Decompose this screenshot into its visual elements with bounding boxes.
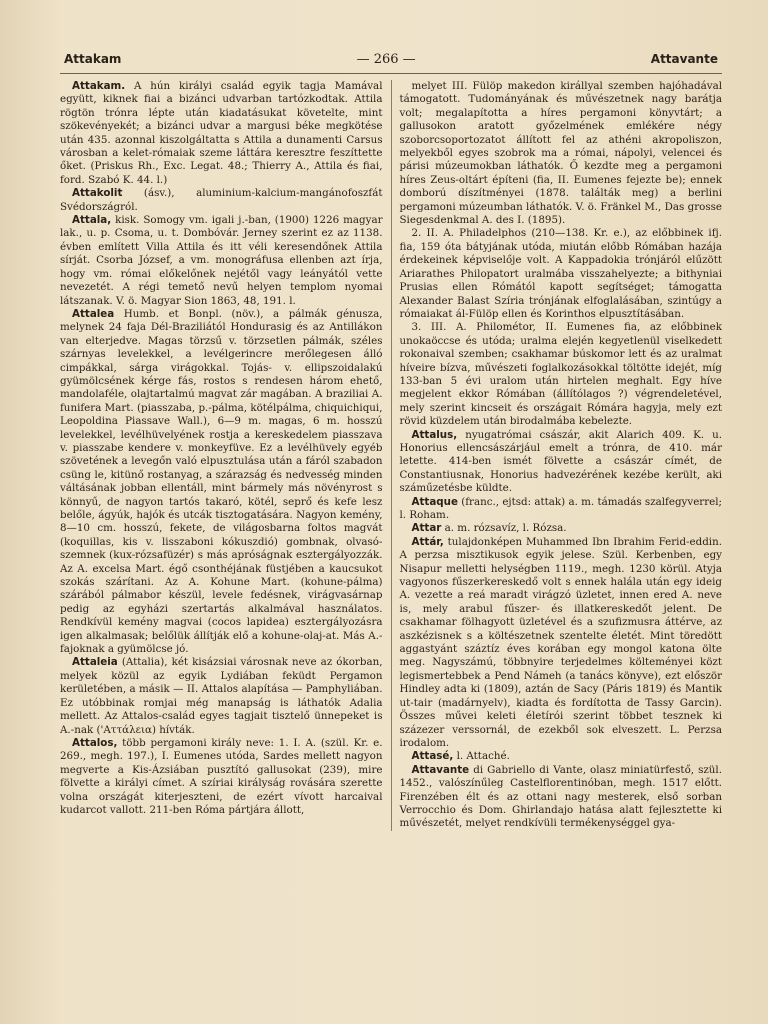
- text-columns: [60, 80, 722, 831]
- dictionary-entry: [400, 80, 723, 227]
- dictionary-entry: [60, 80, 383, 187]
- entry-headword: Attalus,: [411, 428, 458, 441]
- entry-headword: Attakam.: [72, 80, 126, 92]
- entry-text: melyet III. Fülöp makedon királlyal szemben hajóhadával támogatott. Tudományának és művészetnek nagy barátja volt; megalapította a híres pergamoni könyvtárt; a gallusokon aratott győzelmének emlékére négy szoborcsoportozatot állított fel az athéni akropoliszon, melyekből egyes szobrok ma a római, nápolyi, velencei és párisi múzeumokban láthatók. Ő kezdte meg a pergamoni híres Zeus-oltárt építeni (fia, II. Eumenes fejezte be); ennek domború díszítményei (1878. találták meg) a berlini pergamoni múzeumban láthatók. V. ö. Fränkel M., Das grosse Siegesdenkmal A. des I. (1895).: [399, 80, 722, 227]
- entry-headword: Attalea: [72, 307, 115, 320]
- dictionary-entry: [400, 321, 723, 428]
- entry-text: több pergamoni király neve: 1. I. A. (szül. Kr. e. 269., megh. 197.), I. Eumenes utóda, Sardes mellett nagyon megverte a Kis-Ázsiában pusztító gallusokat (239), mire fölvette a királyi címet. A szíriai királyság rovására szerette volna országát kiterjeszteni, de ezért vívott harcaival kudarcot vallott. 211-ben Róma pártjára állott,: [60, 736, 383, 816]
- dictionary-entry: [60, 187, 383, 214]
- entry-text: di Gabriello di Vante, olasz miniatürfestő, szül. 1452., valószínűleg Castelflorentinóban, megh. 1517 előtt. Firenzében élt és az ottani nagy mesterek, első sorban Verrocchio és Dom. Ghirlandajo hatása alatt fejlesztette ki művészetét, melyet rendkívüli termékenységgel gya-: [399, 763, 722, 830]
- entry-headword: Attalos,: [72, 736, 118, 749]
- dictionary-entry: [400, 522, 723, 535]
- header-right-guideword: Attavante: [650, 52, 718, 66]
- dictionary-entry: [400, 536, 723, 751]
- page-number: — 266 —: [356, 52, 416, 67]
- dictionary-entry: [60, 737, 383, 817]
- entry-text: kisk. Somogy vm. igali j.-ban, (1900) 1226 magyar lak., u. p. Csoma, u. t. Dombóvár. Jerney szerint ez az 1138. évben említett Villa Attila és itt véli keresendőnek Attila sírját. Csorba József, a vm. monográfusa ellenben azt írja, hogy vm. római előkelőnek nejétől vagy leányától vette nevezetét. A régi temető nevű helyen templom nyomai látszanak. V. ö. Magyar Sion 1863, 48, 191. l.: [60, 214, 383, 307]
- entry-text: (ásv.), aluminium-kalcium-mangánofoszfát Svédországról.: [60, 187, 383, 213]
- entry-text: l. Attaché.: [453, 750, 510, 763]
- left-column: [60, 80, 383, 831]
- entry-text: nyugatrómai császár, akit Alarich 409. K. u. Honorius ellencsászárjául emelt a trónra, de 410. már letette. 414-ben ismét fölvette a császár címét, de Constantiusnak, Honorius hadvezérének kezébe került, aki száműzetésbe küldte.: [399, 428, 722, 495]
- dictionary-entry: [400, 764, 723, 831]
- entry-text: 2. II. A. Philadelphos (210—138. Kr. e.), az előbbinek ifj. fia, 159 óta bátyjának utóda, miután előbb Rómában hazája érdekeinek képviselője volt. A Kappadokia trónjáról elűzött Ariarathes Philopatort uralmába visszahelyezte; a bithyniai Prusias ellen Rómától kapott segítséget; támogatta Alexander Balast Szíria trónjának elfoglalásában, szintúgy a rómaiakat ál-Fülöp ellen és Korinthos elpusztításában.: [399, 227, 722, 320]
- dictionary-entry: [400, 429, 723, 496]
- entry-text: (franc., ejtsd: attak) a. m. támadás szalfegyverrel; l. Roham.: [399, 495, 722, 521]
- dictionary-entry: [60, 214, 383, 308]
- entry-text: 3. III. A. Philométor, II. Eumenes fia, az előbbinek unokaöccse és utóda; uralma elején kegyetlenül viselkedett rokonaival szemben; csakhamar búskomor lett és az uralmat híveire bízva, művészeti foglalkozásokkal töltötte idejét, míg 133-ban 5 évi uralom után hirtelen meghalt. Egy híve megjelent ekkor Rómában (állítólagos ?) végrendeletével, mely szerint kincseit és országait Rómára hagyja, mely ezt rövid küzdelem után birodalmába kebelezte.: [399, 321, 722, 428]
- entry-headword: Attar: [411, 522, 442, 535]
- entry-headword: Attaleia: [72, 656, 118, 669]
- entry-text: (Attalia), két kisázsiai városnak neve az ókorban, melyek közül az egyik Lydiában feküdt Pergamon kerületében, a másik — II. Attalos alapítása — Pamphyliában. Ez utóbbinak romjai még manapság is láthatók Adalia mellett. Az Attalos-család egyes tagjait tisztelő ünnepeket is A.-nak ('Aττάλεια) hívták.: [60, 656, 383, 736]
- entry-text: A hún királyi család egyik tagja Mamával együtt, kiknek fiai a bizánci udvarban tartózkodtak. Attila rögtön trónra lépte után kiadatásukat követelte, mint szökevényekét; a bizánci udvar a margusi béke megkötése után 435. azonnal kiszolgáltatta s Attila a dunamenti Carsus városban a kelet-rómaiak szeme láttára keresztre feszíttette őket. (Priskus Rh., Exc. Legat. 48.; Thierry A., Attila és fiai, ford. Szabó K. 44. l.): [60, 80, 383, 186]
- dictionary-entry: [400, 227, 723, 321]
- entry-headword: Attavante: [411, 763, 470, 776]
- entry-headword: Attasé,: [411, 750, 454, 763]
- running-header: [60, 52, 722, 74]
- dictionary-entry: [60, 308, 383, 657]
- dictionary-entry: [60, 656, 383, 736]
- header-left-guideword: Attakam: [64, 52, 122, 66]
- entry-headword: Attakolit: [72, 187, 123, 200]
- entry-headword: Attár,: [411, 535, 444, 548]
- dictionary-entry: [400, 750, 723, 763]
- dictionary-entry: [400, 496, 723, 523]
- entry-headword: Attala,: [72, 214, 112, 227]
- entry-text: tulajdonképen Muhammed Ibn Ibrahim Ferid-eddin. A perzsa misztikusok egyik jelese. Szül. Kerbenben, egy Nisapur melletti helységben 1119., megh. 1230 körül. Atyja vagyonos fűszerkereskedő volt s ennek halála után egy ideig A. vezette a reá maradt virágzó üzletet, innen ered A. neve is, mely arabul fűszer- és illatkereskedőt jelent. De csakhamar fölhagyott üzletével és a szufizmusra áttérve, az aszkézisnek s a költészetnek szentelte életét. Mint töredött aggastyánt száztíz éves korában egy mongol katona ölte meg. Nagyszámú, többnyire terjedelmes költeményei közt legismertebbek a Pend Námeh (a tanács könyve), ezt először Hindley adta ki (1809), aztán de Sacy (Páris 1819) és Mantik ut-tair (madárnyelv), kiadta és fordította de Tassy Garcin). Összes művei keleti életírói szerint többet tesznek ki százezer verssornál, de ezekből sok elveszett. L. Perzsa irodalom.: [399, 535, 722, 749]
- right-column: [391, 80, 723, 831]
- entry-text: a. m. rózsavíz, l. Rózsa.: [441, 522, 567, 535]
- entry-text: Humb. et Bonpl. (növ.), a pálmák génusza, melynek 24 faja Dél-Braziliától Hondurasig és az Antillákon van elterjedve. Magas törzsű v. törzsetlen pálmák, széles szárnyas levelekkel, a levélgerincre merőlegesen álló cimpákkal, sárga virágokkal. Tojás- v. ellipszoidalakú gyümölcsének kérge fás, rostos s rendesen három ehető, mandolaféle, olajtartalmú magvat zár magában. A braziliai A. funifera Mart. (piasszaba, p.-pálma, kötélpálma, chiquichiqui, Leopoldina Piassave Wall.), 6—9 m. magas, 6 m. hosszú levelekkel, levélhüvelyének rostja a kereskedelem piasszava v. piasszabe kendere v. monkeyfüve. Ez a levélhüvely egyéb szövetének a levegőn való elpusztulása után a fáról szabadon csüng le, kitünő rostanyag, a szárazság és nedvesség minden váltásának jobban ellentáll, mint bármely más növényrost s könnyű, de nagyon tartós takaró, kötél, seprő és kefe lesz belőle, ágyúk, hajók és utcák tisztogatására. Nagyon kemény, 8—10 cm. hosszú, fekete, de világosbarna foltos magvát (koquillas, kis v. lisszaboni kókuszdió) gombnak, olvasó-szemnek (kux-rózsafüzér) s más apróságnak esztergályozzák. Az A. excelsa Mart. égő csonthéjának füstjében a kaucsukot szokás szárítani. Az A. Kohune Mart. (kohune-pálma) szárából pálmabor készül, levele fedésnek, virágvasárnap pedig az egyházi szertartás alkalmával használatos. Rendkívül kemény magvai (cocos lapidea) esztergályozásra igen alkalmasak; belőlük állítják elő a kohune-olaj-at. Más A.-fajoknak a gyümölcse jó.: [60, 307, 383, 656]
- entry-headword: Attaque: [411, 495, 458, 508]
